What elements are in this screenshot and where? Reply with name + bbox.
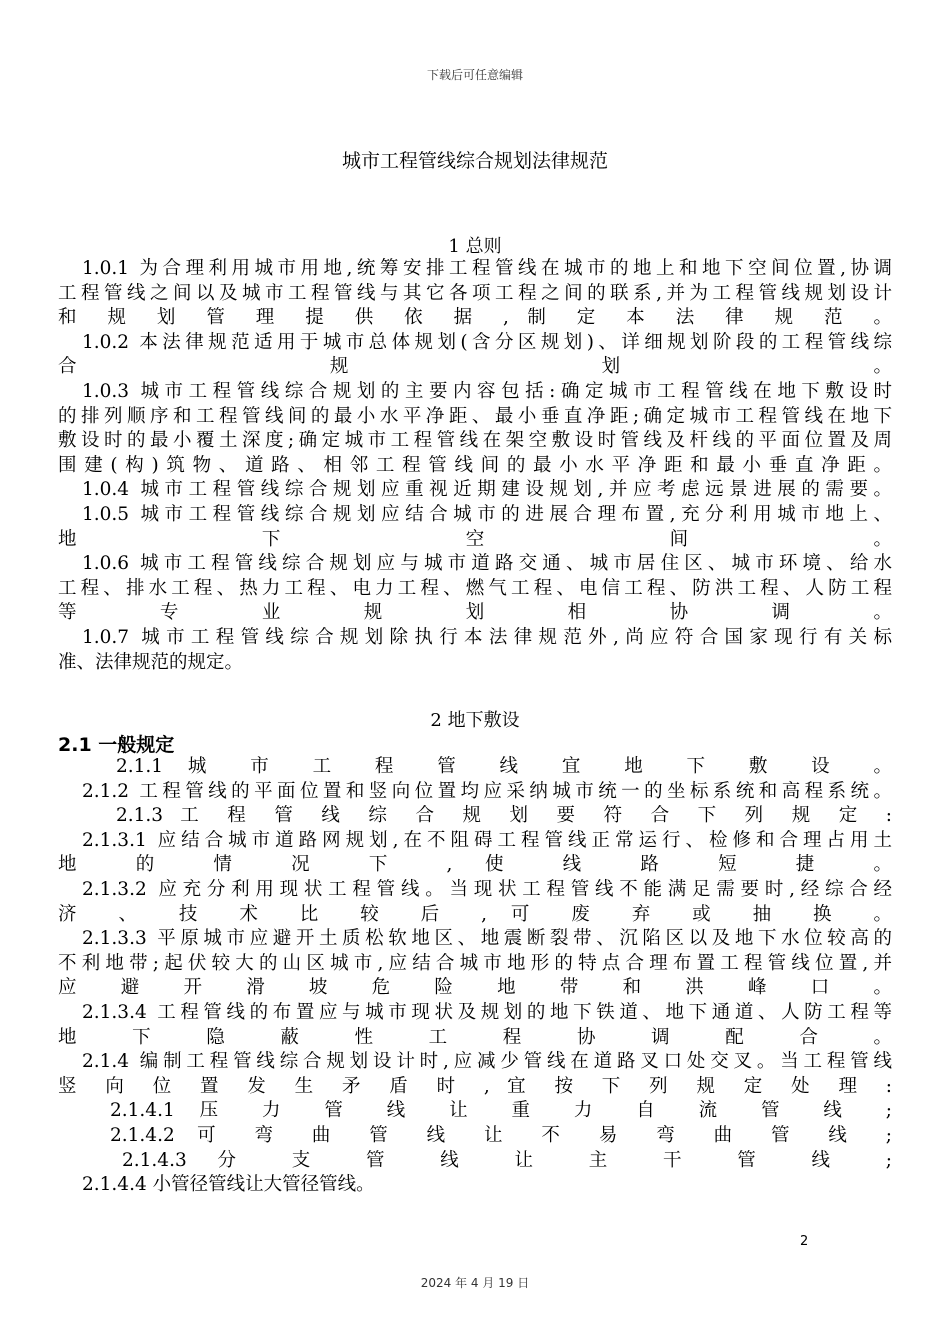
- text-line: 2.1.4 编制工程管线综合规划设计时,应减少管线在道路叉口处交叉。当工程管线: [82, 1051, 892, 1073]
- text-line: 地 下 空 间 。: [58, 528, 892, 550]
- subsection-heading: 2.1 一般规定: [58, 734, 175, 756]
- page-header: 下载后可任意编辑: [426, 68, 523, 82]
- text-line: 2.1.4.4 小管径管线让大管径管线。: [82, 1174, 375, 1196]
- text-line: 1.0.4 城市工程管线综合规划应重视近期建设规划,并应考虑远景进展的需要。: [82, 479, 892, 501]
- text-line: 2.1.3.2 应充分利用现状工程管线。当现状工程管线不能满足需要时,经综合经: [82, 878, 892, 900]
- section-2-heading: 2 地下敷设: [430, 710, 520, 731]
- text-line: 2.1.3 工 程 管 线 综 合 规 划 要 符 合 下 列 规 定 :: [116, 805, 892, 827]
- text-line: 和 规 划 管 理 提 供 依 据 , 制 定 本 法 律 规 范 。: [58, 307, 892, 329]
- section-1-body: [58, 257, 892, 675]
- text-line: 1.0.6 城市工程管线综合规划应与城市道路交通、城市居住区、城市环境、给水: [82, 553, 892, 575]
- text-line: 工程管线之间以及城市工程管线与其它各项工程之间的联系,并为工程管线规划设计: [58, 282, 892, 304]
- text-line: 竖 向 位 置 发 生 矛 盾 时 , 宜 按 下 列 规 定 处 理 :: [58, 1075, 892, 1097]
- text-line: 工程、排水工程、热力工程、电力工程、燃气工程、电信工程、防洪工程、人防工程: [58, 577, 892, 599]
- page-footer-date: 2024 年 4 月 19 日: [420, 1276, 530, 1290]
- text-line: 应 避 开 滑 坡 危 险 地 带 和 洪 峰 口 。: [58, 977, 892, 999]
- text-line: 2.1.3.1 应结合城市道路网规划,在不阻碍工程管线正常运行、检修和合理占用土: [82, 829, 892, 851]
- text-line: 2.1.3.3 平原城市应避开土质松软地区、地震断裂带、沉陷区以及地下水位较高的: [82, 928, 892, 950]
- text-line: 2.1.1 城 市 工 程 管 线 宜 地 下 敷 设 。: [116, 756, 892, 777]
- text-line: 2.1.2 工程管线的平面位置和竖向位置均应采纳城市统一的坐标系统和高程系统。: [82, 780, 892, 802]
- text-line: 济 、 技 术 比 较 后 , 可 废 弃 或 抽 换 。: [58, 903, 892, 925]
- text-line: 2.1.4.1 压 力 管 线 让 重 力 自 流 管 线 ;: [110, 1100, 892, 1122]
- text-line: 合 规 划 。: [58, 356, 892, 378]
- text-line: 地 下 隐 蔽 性 工 程 协 调 配 合 。: [58, 1026, 892, 1048]
- page-number: 2: [800, 1234, 809, 1249]
- text-line: 准、法律规范的规定。: [58, 651, 244, 673]
- text-line: 1.0.1 为合理利用城市用地,统筹安排工程管线在城市的地上和地下空间位置,协调: [82, 258, 892, 279]
- text-line: 1.0.5 城市工程管线综合规划应结合城市的进展合理布置,充分利用城市地上、: [82, 503, 892, 525]
- text-line: 等 专 业 规 划 相 协 调 。: [58, 602, 892, 624]
- section-2-body: [58, 755, 892, 1198]
- text-line: 地 的 情 况 下 , 使 线 路 短 捷 。: [58, 854, 892, 876]
- text-line: 2.1.4.3 分 支 管 线 让 主 干 管 线 ;: [122, 1149, 892, 1171]
- text-line: 围建(构)筑物、道路、相邻工程管线间的最小水平净距和最小垂直净距。: [58, 454, 892, 476]
- text-line: 1.0.7 城市工程管线综合规划除执行本法律规范外,尚应符合国家现行有关标: [82, 626, 892, 648]
- text-line: 1.0.3 城市工程管线综合规划的主要内容包括:确定城市工程管线在地下敷设时: [82, 380, 892, 402]
- text-line: 不利地带;起伏较大的山区城市,应结合城市地形的特点合理布置工程管线位置,并: [58, 952, 892, 974]
- text-line: 2.1.3.4 工程管线的布置应与城市现状及规划的地下铁道、地下通道、人防工程等: [82, 1001, 892, 1023]
- section-1-heading: 1 总则: [448, 236, 502, 257]
- text-line: 敷设时的最小覆土深度;确定城市工程管线在架空敷设时管线及杆线的平面位置及周: [58, 430, 892, 452]
- text-line: 的排列顺序和工程管线间的最小水平净距、最小垂直净距;确定城市工程管线在地下: [58, 405, 892, 427]
- document-title: 城市工程管线综合规划法律规范: [341, 150, 608, 172]
- text-line: 2.1.4.2 可 弯 曲 管 线 让 不 易 弯 曲 管 线 ;: [110, 1124, 892, 1146]
- text-line: 1.0.2 本法律规范适用于城市总体规划(含分区规划)、详细规划阶段的工程管线综: [82, 331, 892, 353]
